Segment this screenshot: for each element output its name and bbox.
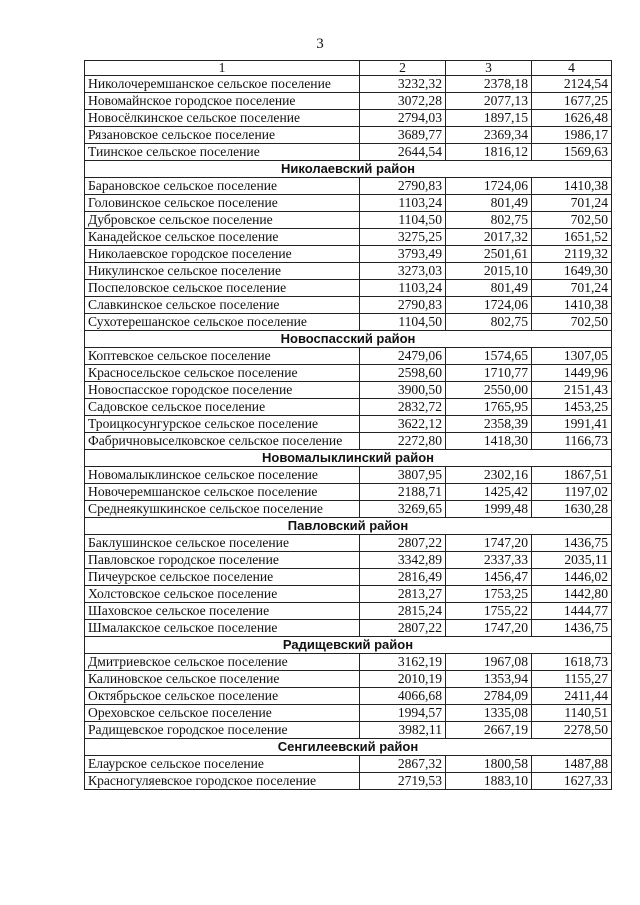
table-row [85, 773, 612, 790]
value-col-4: 1867,51 [532, 467, 612, 484]
table-row [85, 399, 612, 416]
settlement-name: Калиновское сельское поселение [85, 671, 360, 688]
value-col-3: 802,75 [446, 212, 532, 229]
settlement-name: Канадейское сельское поселение [85, 229, 360, 246]
value-col-4: 1626,48 [532, 110, 612, 127]
value-col-3: 1574,65 [446, 348, 532, 365]
value-col-3: 1800,58 [446, 756, 532, 773]
table-row [85, 552, 612, 569]
value-col-4: 1444,77 [532, 603, 612, 620]
value-col-2: 2807,22 [360, 535, 446, 552]
table-row [85, 416, 612, 433]
value-col-3: 1883,10 [446, 773, 532, 790]
settlement-name: Фабричновыселковское сельское поселение [85, 433, 360, 450]
district-header-row [85, 518, 612, 535]
value-col-4: 1627,33 [532, 773, 612, 790]
settlement-name: Баклушинское сельское поселение [85, 535, 360, 552]
value-col-2: 2816,49 [360, 569, 446, 586]
value-col-3: 1999,48 [446, 501, 532, 518]
value-col-2: 3622,12 [360, 416, 446, 433]
table-row [85, 433, 612, 450]
value-col-3: 1724,06 [446, 178, 532, 195]
settlement-name: Новочеремшанское сельское поселение [85, 484, 360, 501]
value-col-2: 3072,28 [360, 93, 446, 110]
value-col-3: 1418,30 [446, 433, 532, 450]
table-row [85, 297, 612, 314]
value-col-2: 3275,25 [360, 229, 446, 246]
value-col-3: 1425,42 [446, 484, 532, 501]
value-col-4: 2035,11 [532, 552, 612, 569]
value-col-2: 3232,32 [360, 76, 446, 93]
table-row [85, 280, 612, 297]
value-col-3: 1335,08 [446, 705, 532, 722]
value-col-4: 1991,41 [532, 416, 612, 433]
table-row [85, 569, 612, 586]
value-col-3: 1755,22 [446, 603, 532, 620]
value-col-2: 4066,68 [360, 688, 446, 705]
value-col-2: 2188,71 [360, 484, 446, 501]
value-col-2: 1104,50 [360, 212, 446, 229]
settlement-name: Николаевское городское поселение [85, 246, 360, 263]
data-table [84, 60, 612, 790]
table-row [85, 586, 612, 603]
value-col-2: 1103,24 [360, 195, 446, 212]
value-col-2: 2598,60 [360, 365, 446, 382]
value-col-2: 3807,95 [360, 467, 446, 484]
value-col-3: 2302,16 [446, 467, 532, 484]
value-col-4: 1197,02 [532, 484, 612, 501]
value-col-4: 1166,73 [532, 433, 612, 450]
settlement-name: Коптевское сельское поселение [85, 348, 360, 365]
value-col-2: 2832,72 [360, 399, 446, 416]
district-name: Павловский район [85, 518, 612, 535]
settlement-name: Дмитриевское сельское поселение [85, 654, 360, 671]
district-header-row [85, 331, 612, 348]
value-col-3: 2077,13 [446, 93, 532, 110]
value-col-3: 1353,94 [446, 671, 532, 688]
value-col-2: 3342,89 [360, 552, 446, 569]
value-col-2: 2272,80 [360, 433, 446, 450]
table-row [85, 535, 612, 552]
settlement-name: Новосёлкинское сельское поселение [85, 110, 360, 127]
value-col-4: 701,24 [532, 195, 612, 212]
value-col-3: 1456,47 [446, 569, 532, 586]
value-col-2: 2790,83 [360, 178, 446, 195]
value-col-4: 1410,38 [532, 178, 612, 195]
value-col-2: 2867,32 [360, 756, 446, 773]
table-row [85, 365, 612, 382]
settlement-name: Никулинское сельское поселение [85, 263, 360, 280]
value-col-4: 1449,96 [532, 365, 612, 382]
table-row [85, 722, 612, 739]
district-header-row [85, 450, 612, 467]
value-col-4: 1446,02 [532, 569, 612, 586]
value-col-4: 1155,27 [532, 671, 612, 688]
value-col-4: 2119,32 [532, 246, 612, 263]
value-col-4: 1307,05 [532, 348, 612, 365]
settlement-name: Новомайнское городское поселение [85, 93, 360, 110]
value-col-3: 801,49 [446, 195, 532, 212]
settlement-name: Тиинское сельское поселение [85, 144, 360, 161]
table-row [85, 603, 612, 620]
value-col-3: 801,49 [446, 280, 532, 297]
value-col-2: 2815,24 [360, 603, 446, 620]
settlement-name: Головинское сельское поселение [85, 195, 360, 212]
table-row [85, 93, 612, 110]
value-col-3: 1897,15 [446, 110, 532, 127]
column-header-2: 2 [360, 61, 446, 76]
table-row [85, 654, 612, 671]
value-col-3: 2017,32 [446, 229, 532, 246]
settlement-name: Троицкосунгурское сельское поселение [85, 416, 360, 433]
settlement-name: Сухотерешанское сельское поселение [85, 314, 360, 331]
settlement-name: Шмалакское сельское поселение [85, 620, 360, 637]
table-row [85, 314, 612, 331]
table-row [85, 620, 612, 637]
value-col-4: 1986,17 [532, 127, 612, 144]
settlement-name: Холстовское сельское поселение [85, 586, 360, 603]
value-col-2: 3982,11 [360, 722, 446, 739]
value-col-4: 1651,52 [532, 229, 612, 246]
table-row [85, 382, 612, 399]
column-header-3: 3 [446, 61, 532, 76]
value-col-3: 2784,09 [446, 688, 532, 705]
district-header-row [85, 161, 612, 178]
value-col-3: 2015,10 [446, 263, 532, 280]
value-col-3: 1765,95 [446, 399, 532, 416]
value-col-2: 1104,50 [360, 314, 446, 331]
value-col-3: 802,75 [446, 314, 532, 331]
value-col-2: 2479,06 [360, 348, 446, 365]
value-col-3: 2550,00 [446, 382, 532, 399]
value-col-2: 2813,27 [360, 586, 446, 603]
settlement-name: Дубровское сельское поселение [85, 212, 360, 229]
value-col-4: 702,50 [532, 212, 612, 229]
value-col-3: 1724,06 [446, 297, 532, 314]
value-col-4: 1410,38 [532, 297, 612, 314]
value-col-4: 1630,28 [532, 501, 612, 518]
value-col-4: 1487,88 [532, 756, 612, 773]
value-col-2: 2790,83 [360, 297, 446, 314]
value-col-2: 2644,54 [360, 144, 446, 161]
district-name: Николаевский район [85, 161, 612, 178]
value-col-2: 2719,53 [360, 773, 446, 790]
table-header-row [85, 61, 612, 76]
settlement-name: Рязановское сельское поселение [85, 127, 360, 144]
value-col-2: 3900,50 [360, 382, 446, 399]
value-col-3: 2501,61 [446, 246, 532, 263]
value-col-4: 702,50 [532, 314, 612, 331]
settlement-name: Шаховское сельское поселение [85, 603, 360, 620]
table-row [85, 501, 612, 518]
settlement-name: Пичеурское сельское поселение [85, 569, 360, 586]
value-col-2: 2794,03 [360, 110, 446, 127]
settlement-name: Славкинское сельское поселение [85, 297, 360, 314]
table-row [85, 76, 612, 93]
value-col-2: 3273,03 [360, 263, 446, 280]
value-col-4: 1618,73 [532, 654, 612, 671]
value-col-3: 1747,20 [446, 535, 532, 552]
table-row [85, 348, 612, 365]
table-row [85, 144, 612, 161]
table-row [85, 756, 612, 773]
settlement-name: Садовское сельское поселение [85, 399, 360, 416]
value-col-3: 1967,08 [446, 654, 532, 671]
table-row [85, 110, 612, 127]
settlement-name: Среднеякушкинское сельское поселение [85, 501, 360, 518]
value-col-4: 1453,25 [532, 399, 612, 416]
settlement-name: Поспеловское сельское поселение [85, 280, 360, 297]
value-col-4: 2124,54 [532, 76, 612, 93]
district-header-row [85, 637, 612, 654]
value-col-2: 3689,77 [360, 127, 446, 144]
table-row [85, 705, 612, 722]
value-col-4: 1436,75 [532, 535, 612, 552]
value-col-3: 1710,77 [446, 365, 532, 382]
value-col-3: 2337,33 [446, 552, 532, 569]
value-col-2: 3162,19 [360, 654, 446, 671]
settlement-name: Радищевское городское поселение [85, 722, 360, 739]
value-col-4: 2411,44 [532, 688, 612, 705]
value-col-3: 1753,25 [446, 586, 532, 603]
value-col-4: 1442,80 [532, 586, 612, 603]
value-col-4: 1649,30 [532, 263, 612, 280]
district-name: Радищевский район [85, 637, 612, 654]
value-col-4: 701,24 [532, 280, 612, 297]
settlement-name: Красногуляевское городское поселение [85, 773, 360, 790]
value-col-4: 1140,51 [532, 705, 612, 722]
value-col-4: 2151,43 [532, 382, 612, 399]
table-row [85, 212, 612, 229]
value-col-4: 1436,75 [532, 620, 612, 637]
value-col-2: 2807,22 [360, 620, 446, 637]
district-name: Сенгилеевский район [85, 739, 612, 756]
column-header-4: 4 [532, 61, 612, 76]
value-col-2: 1103,24 [360, 280, 446, 297]
district-name: Новоспасский район [85, 331, 612, 348]
settlement-name: Красносельское сельское поселение [85, 365, 360, 382]
value-col-4: 1569,63 [532, 144, 612, 161]
table-row [85, 178, 612, 195]
table-row [85, 467, 612, 484]
district-header-row [85, 739, 612, 756]
value-col-3: 1747,20 [446, 620, 532, 637]
table-row [85, 671, 612, 688]
settlement-name: Ореховское сельское поселение [85, 705, 360, 722]
table-row [85, 263, 612, 280]
column-header-1: 1 [85, 61, 360, 76]
settlement-name: Павловское городское поселение [85, 552, 360, 569]
value-col-2: 1994,57 [360, 705, 446, 722]
value-col-3: 1816,12 [446, 144, 532, 161]
settlement-name: Барановское сельское поселение [85, 178, 360, 195]
value-col-3: 2667,19 [446, 722, 532, 739]
value-col-4: 1677,25 [532, 93, 612, 110]
value-col-2: 3269,65 [360, 501, 446, 518]
table-row [85, 688, 612, 705]
table-row [85, 484, 612, 501]
settlement-name: Елаурское сельское поселение [85, 756, 360, 773]
settlement-name: Октябрьское сельское поселение [85, 688, 360, 705]
value-col-3: 2358,39 [446, 416, 532, 433]
value-col-2: 2010,19 [360, 671, 446, 688]
table-row [85, 127, 612, 144]
value-col-3: 2378,18 [446, 76, 532, 93]
settlement-name: Новомалыклинское сельское поселение [85, 467, 360, 484]
district-name: Новомалыклинский район [85, 450, 612, 467]
value-col-4: 2278,50 [532, 722, 612, 739]
settlement-name: Новоспасское городское поселение [85, 382, 360, 399]
table-body [85, 76, 612, 790]
value-col-3: 2369,34 [446, 127, 532, 144]
table-row [85, 246, 612, 263]
settlement-name: Николочеремшанское сельское поселение [85, 76, 360, 93]
value-col-2: 3793,49 [360, 246, 446, 263]
table-row [85, 229, 612, 246]
page-number: 3 [316, 36, 324, 52]
table-row [85, 195, 612, 212]
